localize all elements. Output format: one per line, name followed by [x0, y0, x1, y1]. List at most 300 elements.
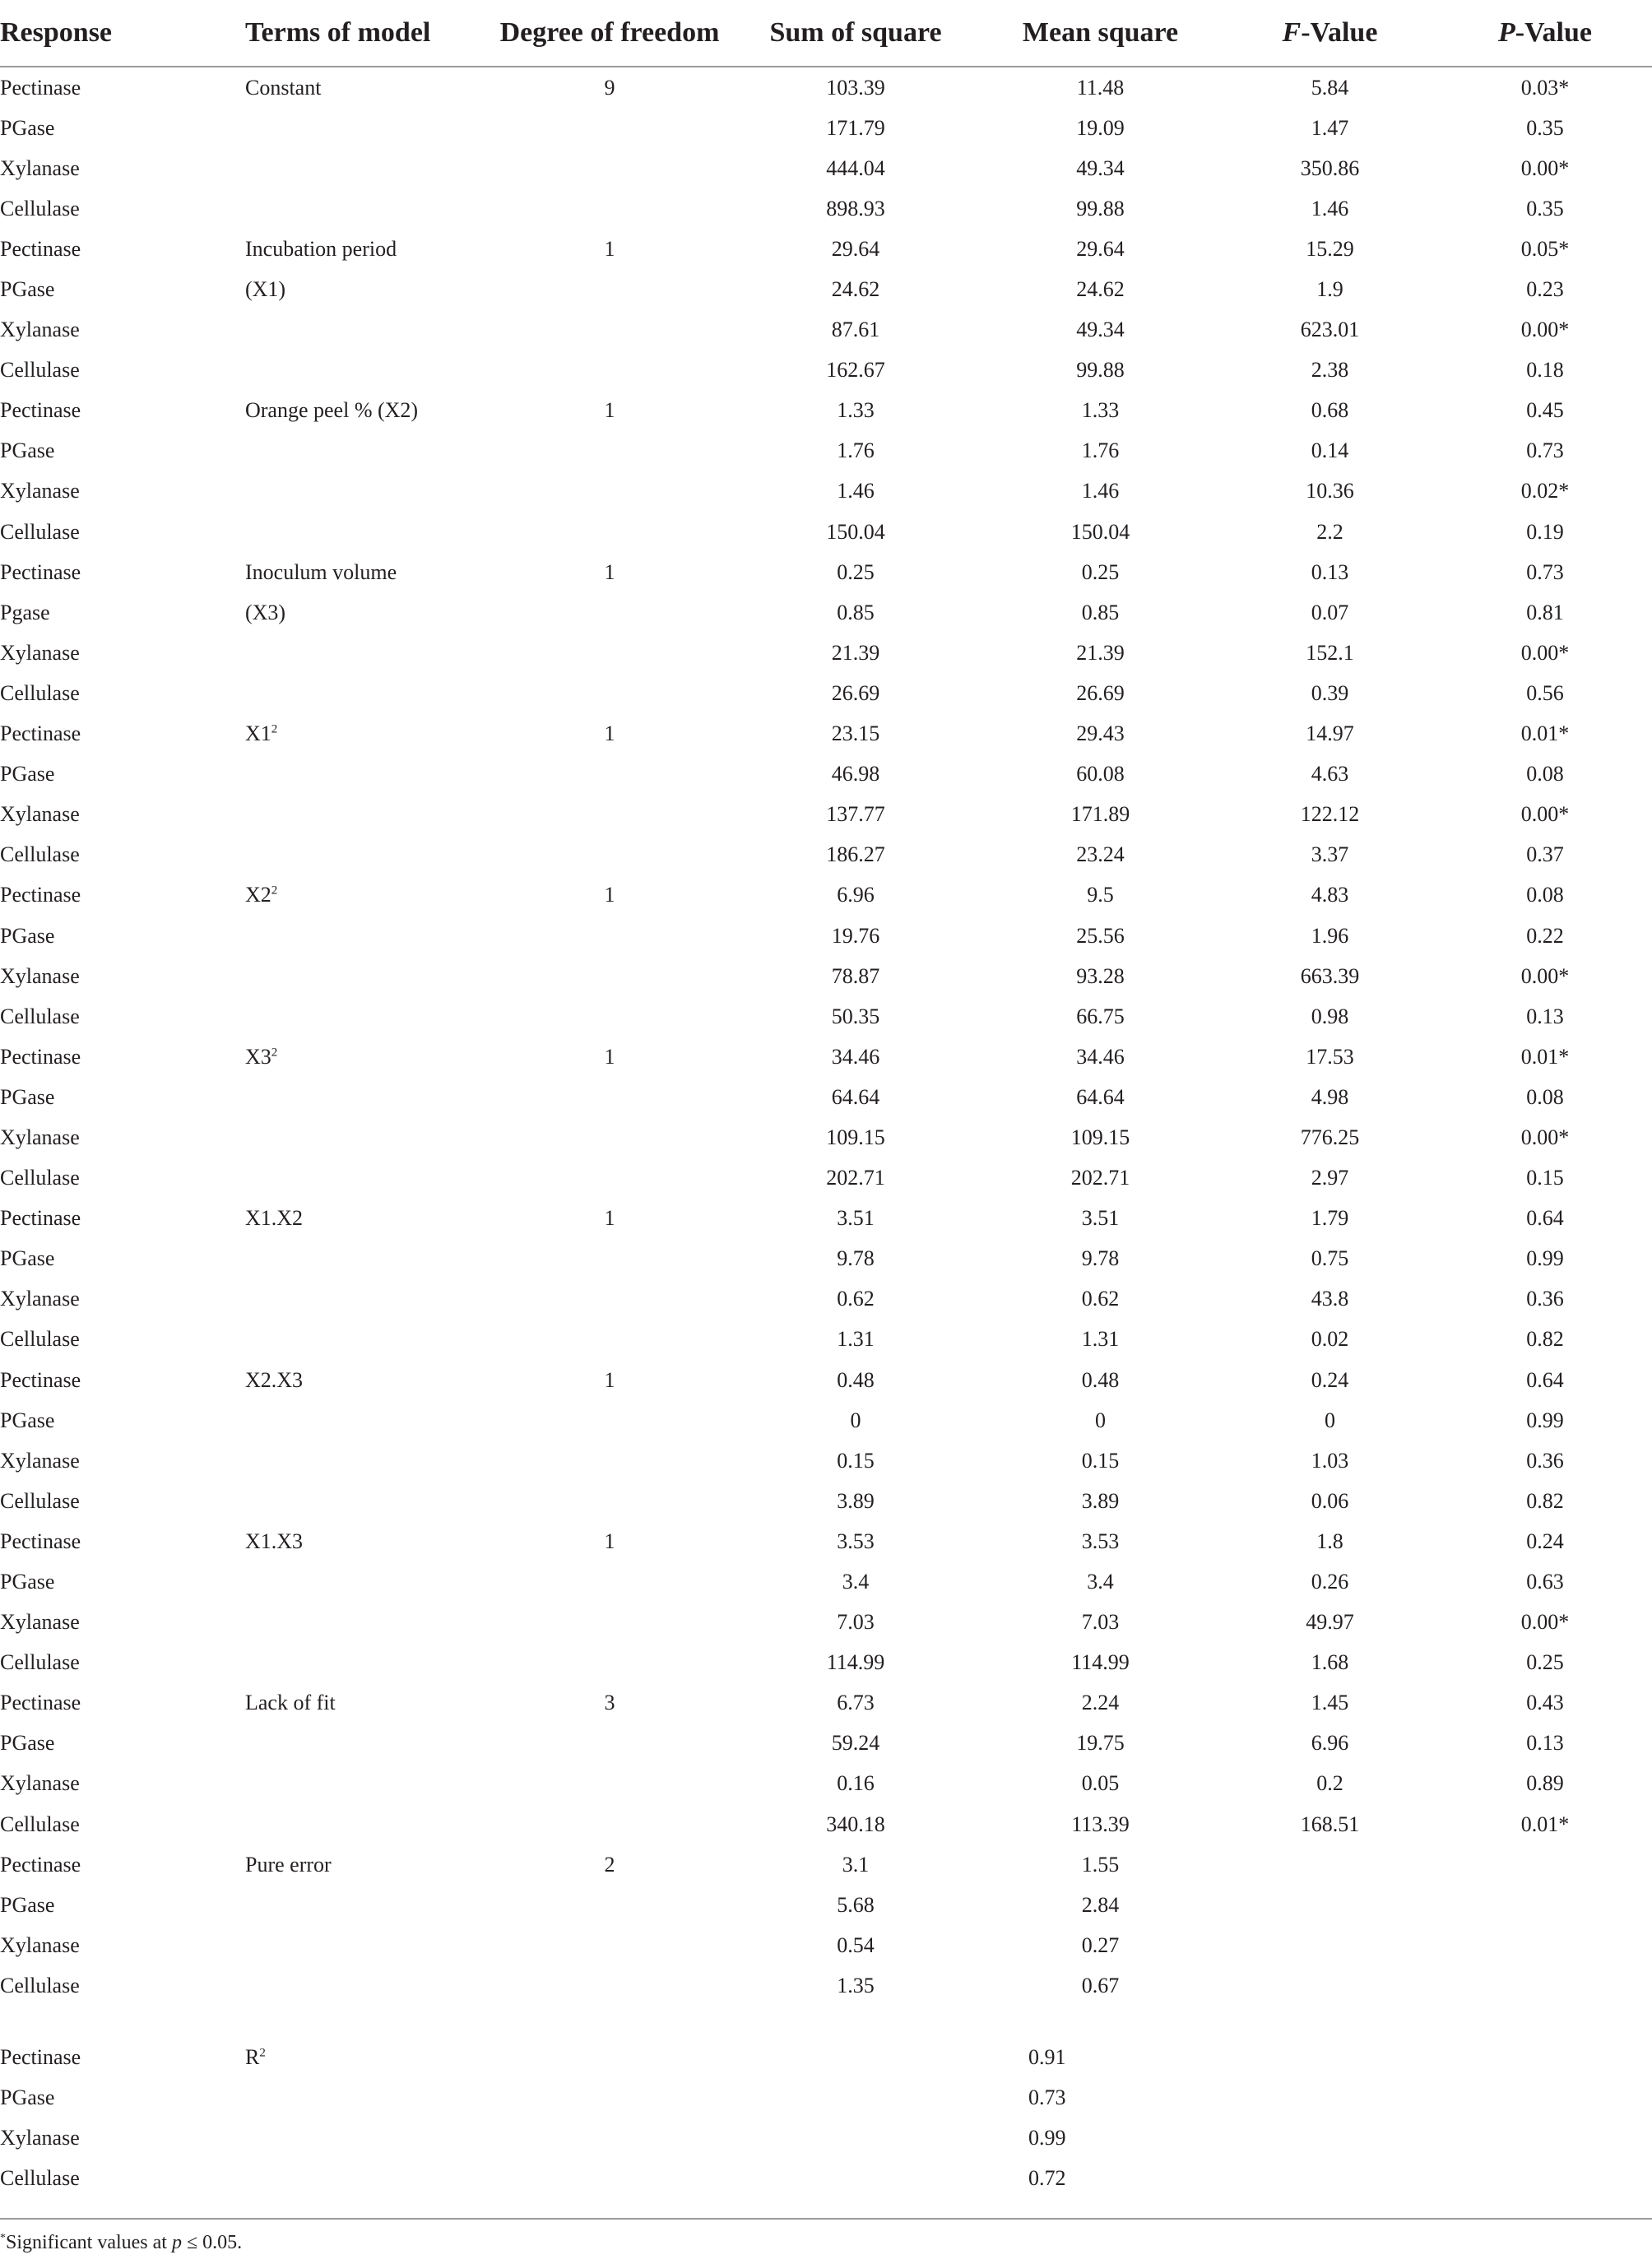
header-f-rest: -Value: [1301, 17, 1378, 48]
response-cell: PGase: [0, 115, 55, 140]
term-cell: [245, 310, 487, 350]
ss-cell: 6.96: [837, 883, 875, 907]
response-cell: PGase: [0, 923, 55, 948]
term-label: Incubation period: [245, 236, 397, 261]
table-row: [0, 1400, 1652, 1441]
ss-cell: 46.98: [831, 762, 880, 786]
p-value-cell: 0.81: [1526, 600, 1564, 624]
f-value-cell: 1.47: [1311, 115, 1349, 140]
table-row: [0, 310, 1652, 350]
p-value-cell: 0.13: [1526, 1731, 1564, 1756]
ss-cell: 3.1: [842, 1852, 870, 1877]
f-value-cell: 1.9: [1316, 277, 1343, 302]
ss-cell: 0.25: [837, 559, 875, 584]
response-cell: Cellulase: [0, 1004, 80, 1028]
f-value-cell: 15.29: [1306, 236, 1354, 261]
ss-cell: [732, 2159, 979, 2199]
f-value-cell: 4.63: [1311, 762, 1349, 786]
p-value-cell: 0.00*: [1520, 1125, 1570, 1149]
term-cell: [245, 1400, 487, 1441]
ms-cell: 25.56: [1076, 923, 1125, 948]
term-cell: [245, 188, 487, 229]
table-row: [0, 1603, 1652, 1643]
p-value-cell: [1438, 1844, 1652, 1885]
p-value-cell: 0.13: [1526, 1004, 1564, 1028]
spacer-row: [0, 2007, 1652, 2038]
df-cell: 1: [604, 1206, 615, 1231]
f-value-cell: [1222, 2078, 1438, 2118]
term-cell: [245, 2159, 487, 2199]
df-cell: [487, 1643, 732, 1683]
response-cell: Cellulase: [0, 1650, 80, 1675]
term-cell: [245, 350, 487, 391]
term-cell: [245, 512, 487, 552]
header-ms: Mean square: [979, 0, 1222, 67]
response-cell: Pectinase: [0, 1367, 81, 1392]
ms-cell: 29.43: [1076, 721, 1125, 746]
response-cell: Xylanase: [0, 640, 80, 665]
f-value-cell: 0.2: [1316, 1771, 1343, 1796]
term-label: X2: [245, 883, 271, 907]
f-value-cell: 152.1: [1306, 640, 1354, 665]
df-cell: [487, 269, 732, 309]
term-cell: [245, 1925, 487, 1965]
table-row: [0, 1683, 1652, 1724]
term-label: Lack of fit: [245, 1691, 336, 1715]
p-value-cell: 0.00*: [1520, 963, 1570, 988]
response-cell: PGase: [0, 1570, 55, 1594]
term-cell: [245, 916, 487, 956]
term-cell: [245, 673, 487, 713]
p-value-cell: 0.18: [1526, 358, 1564, 383]
f-value-cell: 2.97: [1311, 1166, 1349, 1190]
f-value-cell: 776.25: [1300, 1125, 1360, 1149]
ss-cell: 0.85: [837, 600, 875, 624]
ms-cell: 34.46: [1076, 1044, 1125, 1069]
term-label: X3: [245, 1044, 271, 1069]
df-cell: [487, 188, 732, 229]
df-cell: [487, 996, 732, 1037]
df-cell: [487, 1239, 732, 1279]
ss-cell: 0.16: [837, 1771, 875, 1796]
ms-cell: 202.71: [1070, 1166, 1130, 1190]
ss-cell: 19.76: [831, 923, 880, 948]
table-row: [0, 1279, 1652, 1320]
table-row: [0, 592, 1652, 633]
ms-cell: 0.48: [1081, 1367, 1120, 1392]
df-cell: [487, 1279, 732, 1320]
term-label: X1.X3: [245, 1529, 304, 1553]
f-value-cell: [1222, 1925, 1438, 1965]
df-cell: [487, 148, 732, 188]
df-cell: [487, 835, 732, 875]
ss-cell: 5.68: [837, 1892, 875, 1917]
ms-cell: 2.24: [1081, 1691, 1120, 1715]
ss-cell: 3.53: [837, 1529, 875, 1553]
df-cell: [487, 1077, 732, 1117]
term-cell: [245, 1561, 487, 1602]
df-cell: [487, 2118, 732, 2159]
table-row: [0, 512, 1652, 552]
ms-cell: 1.55: [1081, 1852, 1120, 1877]
header-df: Degree of freedom: [487, 0, 732, 67]
df-cell: [487, 108, 732, 148]
table-row: [0, 956, 1652, 996]
table-row: [0, 350, 1652, 391]
ss-cell: 78.87: [831, 963, 880, 988]
ss-cell: 6.73: [837, 1691, 875, 1715]
table-row: [0, 1037, 1652, 1077]
p-value-cell: [1438, 2038, 1652, 2078]
term-superscript: 2: [271, 884, 278, 898]
f-value-cell: 1.79: [1311, 1206, 1349, 1231]
p-value-cell: 0.73: [1526, 559, 1564, 584]
p-value-cell: 0.08: [1526, 1084, 1564, 1109]
response-cell: Pectinase: [0, 236, 81, 261]
ss-cell: 340.18: [826, 1812, 885, 1836]
term-cell: [245, 1158, 487, 1199]
term-cell: [245, 552, 487, 592]
df-cell: 1: [604, 236, 615, 261]
f-value-cell: 14.97: [1306, 721, 1354, 746]
response-cell: Xylanase: [0, 802, 80, 827]
df-cell: 1: [604, 883, 615, 907]
p-value-cell: [1438, 1885, 1652, 1925]
response-cell: Cellulase: [0, 1973, 80, 1997]
f-value-cell: 0.68: [1311, 398, 1349, 423]
f-value-cell: 4.98: [1311, 1084, 1349, 1109]
ms-cell: 64.64: [1076, 1084, 1125, 1109]
table-row: [0, 1724, 1652, 1764]
term-cell: [245, 1724, 487, 1764]
ms-cell: 1.46: [1081, 479, 1120, 503]
term-cell: [245, 148, 487, 188]
p-value-cell: 0.99: [1526, 1246, 1564, 1271]
response-cell: Cellulase: [0, 358, 80, 383]
term-cell: [245, 956, 487, 996]
response-cell: Xylanase: [0, 1771, 80, 1796]
term-cell: [245, 67, 487, 108]
ss-cell: 202.71: [826, 1166, 885, 1190]
term-cell: [245, 633, 487, 673]
term-cell: [245, 1239, 487, 1279]
table-row: [0, 1199, 1652, 1239]
r2-value-cell: 0.99: [1028, 2126, 1066, 2150]
f-value-cell: 0.24: [1311, 1367, 1349, 1392]
p-value-cell: 0.35: [1526, 115, 1564, 140]
df-cell: 1: [604, 1367, 615, 1392]
table-row: [0, 1885, 1652, 1925]
df-cell: [487, 1965, 732, 2006]
ms-cell: 3.53: [1081, 1529, 1120, 1553]
ss-cell: 50.35: [831, 1004, 880, 1028]
df-cell: [487, 350, 732, 391]
ms-cell: 9.78: [1081, 1246, 1120, 1271]
header-row: [0, 0, 1652, 67]
df-cell: [487, 1724, 732, 1764]
footnote-text: Significant values at: [6, 2232, 172, 2253]
ms-cell: 3.89: [1081, 1488, 1120, 1513]
df-cell: 3: [604, 1691, 615, 1715]
header-p-value: [1438, 0, 1652, 67]
df-cell: 1: [604, 721, 615, 746]
ss-cell: 3.51: [837, 1206, 875, 1231]
response-cell: Pectinase: [0, 398, 81, 423]
table-row: [0, 1925, 1652, 1965]
term-label: (X3): [245, 600, 286, 624]
f-value-cell: 1.03: [1311, 1448, 1349, 1473]
p-value-cell: 0.24: [1526, 1529, 1564, 1553]
term-cell: [245, 714, 487, 754]
header-terms: Terms of model: [245, 0, 487, 67]
term-label: Constant: [245, 75, 322, 100]
f-value-cell: 0.02: [1311, 1327, 1349, 1352]
ss-cell: [732, 2078, 979, 2118]
p-value-cell: 0.37: [1526, 842, 1564, 867]
footnote-rest: ≤ 0.05.: [181, 2232, 243, 2253]
table-row: [0, 67, 1652, 108]
p-value-cell: 0.64: [1526, 1206, 1564, 1231]
df-cell: [487, 1603, 732, 1643]
ms-cell: 0.25: [1081, 559, 1120, 584]
ms-cell: 1.31: [1081, 1327, 1120, 1352]
response-cell: Cellulase: [0, 1327, 80, 1352]
table-row: [0, 1561, 1652, 1602]
ms-cell: 60.08: [1076, 762, 1125, 786]
ms-cell: 49.34: [1076, 155, 1125, 180]
response-cell: PGase: [0, 762, 55, 786]
term-cell: [245, 1885, 487, 1925]
ms-cell: 11.48: [1076, 75, 1125, 100]
response-cell: Xylanase: [0, 1125, 80, 1149]
ms-cell: 0.05: [1081, 1771, 1120, 1796]
term-label: X1: [245, 721, 271, 746]
ms-cell: 99.88: [1076, 358, 1125, 383]
f-value-cell: 0.14: [1311, 438, 1349, 463]
table-row: [0, 673, 1652, 713]
ms-cell: 113.39: [1071, 1812, 1130, 1836]
response-cell: PGase: [0, 1892, 55, 1917]
f-value-cell: 5.84: [1311, 75, 1349, 100]
df-cell: [487, 633, 732, 673]
ss-cell: 59.24: [831, 1731, 880, 1756]
footnote: [0, 2230, 242, 2255]
f-value-cell: 2.2: [1316, 519, 1343, 544]
r2-row: [0, 2078, 1652, 2118]
ms-cell: 93.28: [1076, 963, 1125, 988]
response-cell: Xylanase: [0, 1610, 80, 1635]
p-value-cell: 0.00*: [1520, 155, 1570, 180]
p-value-cell: 0.01*: [1520, 721, 1570, 746]
r2-value-cell: 0.73: [1028, 2085, 1066, 2110]
term-cell: [245, 431, 487, 471]
ms-cell: 1.33: [1081, 398, 1120, 423]
spacer-cell: [0, 2007, 1652, 2038]
term-cell: [245, 1117, 487, 1158]
ms-cell: 49.34: [1076, 318, 1125, 342]
table-row: [0, 996, 1652, 1037]
term-cell: [245, 592, 487, 633]
term-label: (X1): [245, 277, 286, 302]
term-cell: [245, 795, 487, 835]
term-cell: [245, 2118, 487, 2159]
term-cell: [245, 1320, 487, 1360]
ms-cell: 19.09: [1076, 115, 1125, 140]
ss-cell: 0.48: [837, 1367, 875, 1392]
f-value-cell: 17.53: [1306, 1044, 1354, 1069]
term-label: Pure error: [245, 1852, 332, 1877]
table-row: [0, 1764, 1652, 1804]
df-cell: 2: [604, 1852, 615, 1877]
header-p-rest: -Value: [1515, 17, 1592, 48]
p-value-cell: [1438, 1965, 1652, 2006]
f-value-cell: 168.51: [1300, 1812, 1360, 1836]
ss-cell: 109.15: [826, 1125, 885, 1149]
response-cell: Pectinase: [0, 1044, 81, 1069]
p-value-cell: 0.35: [1526, 196, 1564, 220]
r2-row: [0, 2159, 1652, 2199]
p-value-cell: 0.01*: [1520, 1812, 1570, 1836]
ss-cell: 87.61: [831, 318, 880, 342]
term-label: Orange peel % (X2): [245, 398, 419, 423]
ss-cell: 23.15: [831, 721, 880, 746]
table-row: [0, 633, 1652, 673]
p-value-cell: 0.00*: [1520, 318, 1570, 342]
term-cell: [245, 1481, 487, 1521]
ss-cell: [732, 2038, 979, 2078]
table-row: [0, 1441, 1652, 1481]
ss-cell: 1.46: [837, 479, 875, 503]
df-cell: [487, 1158, 732, 1199]
response-cell: Pectinase: [0, 559, 81, 584]
df-cell: 1: [604, 1044, 615, 1069]
df-cell: 1: [604, 1529, 615, 1553]
ss-cell: 150.04: [826, 519, 885, 544]
response-cell: Cellulase: [0, 2166, 80, 2191]
term-cell: [245, 391, 487, 431]
f-value-cell: 1.68: [1311, 1650, 1349, 1675]
df-cell: [487, 471, 732, 512]
response-cell: PGase: [0, 2085, 55, 2110]
ms-cell: 66.75: [1076, 1004, 1125, 1028]
ms-cell: 150.04: [1070, 519, 1130, 544]
term-label: X1.X2: [245, 1206, 304, 1231]
table-row: [0, 875, 1652, 916]
term-cell: [245, 2078, 487, 2118]
f-value-cell: 1.96: [1311, 923, 1349, 948]
ms-cell: 0.67: [1081, 1973, 1120, 1997]
df-cell: [487, 1400, 732, 1441]
table-row: [0, 1844, 1652, 1885]
response-cell: Xylanase: [0, 155, 80, 180]
f-value-cell: 122.12: [1300, 802, 1360, 827]
df-cell: [487, 754, 732, 795]
term-cell: [245, 1965, 487, 2006]
f-value-cell: 350.86: [1300, 155, 1360, 180]
f-value-cell: 0.39: [1311, 680, 1349, 705]
p-value-cell: 0.56: [1526, 680, 1564, 705]
f-value-cell: [1222, 2038, 1438, 2078]
df-cell: [487, 2038, 732, 2078]
response-cell: Xylanase: [0, 2126, 80, 2150]
term-label: R: [245, 2045, 260, 2070]
term-cell: [245, 875, 487, 916]
ss-cell: 34.46: [831, 1044, 880, 1069]
term-cell: [245, 229, 487, 269]
table-row: [0, 916, 1652, 956]
term-cell: [245, 835, 487, 875]
f-value-cell: 0.07: [1311, 600, 1349, 624]
table-row: [0, 1521, 1652, 1561]
df-cell: [487, 916, 732, 956]
table-row: [0, 714, 1652, 754]
df-cell: 9: [604, 75, 615, 100]
term-superscript: 2: [271, 1046, 278, 1060]
f-value-cell: 6.96: [1311, 1731, 1349, 1756]
ss-cell: 162.67: [826, 358, 885, 383]
term-cell: [245, 108, 487, 148]
response-cell: Pectinase: [0, 1691, 81, 1715]
response-cell: Pgase: [0, 600, 50, 624]
term-cell: [245, 1360, 487, 1400]
response-cell: Cellulase: [0, 1166, 80, 1190]
table-row: [0, 1481, 1652, 1521]
term-cell: [245, 1077, 487, 1117]
term-cell: [245, 1804, 487, 1844]
ms-cell: 0.62: [1081, 1287, 1120, 1311]
table-row: [0, 795, 1652, 835]
ss-cell: 21.39: [831, 640, 880, 665]
table-row: [0, 391, 1652, 431]
f-value-cell: 3.37: [1311, 842, 1349, 867]
df-cell: 1: [604, 398, 615, 423]
df-cell: [487, 592, 732, 633]
p-value-cell: [1438, 2118, 1652, 2159]
response-cell: Cellulase: [0, 519, 80, 544]
f-value-cell: [1222, 2118, 1438, 2159]
response-cell: Xylanase: [0, 479, 80, 503]
p-value-cell: 0.64: [1526, 1367, 1564, 1392]
p-value-cell: 0.15: [1526, 1166, 1564, 1190]
ss-cell: 0.62: [837, 1287, 875, 1311]
ms-cell: 9.5: [1087, 883, 1114, 907]
term-cell: [245, 754, 487, 795]
f-value-cell: [1222, 1844, 1438, 1885]
term-cell: [245, 1764, 487, 1804]
response-cell: PGase: [0, 1731, 55, 1756]
table-row: [0, 1360, 1652, 1400]
ss-cell: 444.04: [826, 155, 885, 180]
df-cell: [487, 512, 732, 552]
response-cell: Pectinase: [0, 1529, 81, 1553]
term-superscript: 2: [271, 722, 278, 736]
table-row: [0, 1804, 1652, 1844]
table-row: [0, 1643, 1652, 1683]
table-body: [0, 67, 1652, 2199]
f-value-cell: 4.83: [1311, 883, 1349, 907]
term-cell: [245, 1199, 487, 1239]
response-cell: Cellulase: [0, 1812, 80, 1836]
term-label: X2.X3: [245, 1367, 304, 1392]
term-cell: [245, 1521, 487, 1561]
f-value-cell: 2.38: [1311, 358, 1349, 383]
ss-cell: 114.99: [826, 1650, 885, 1675]
f-value-cell: 1.8: [1316, 1529, 1343, 1553]
ss-cell: 1.76: [837, 438, 875, 463]
table-row: [0, 754, 1652, 795]
header-response: Response: [0, 0, 245, 67]
ms-cell: 29.64: [1076, 236, 1125, 261]
